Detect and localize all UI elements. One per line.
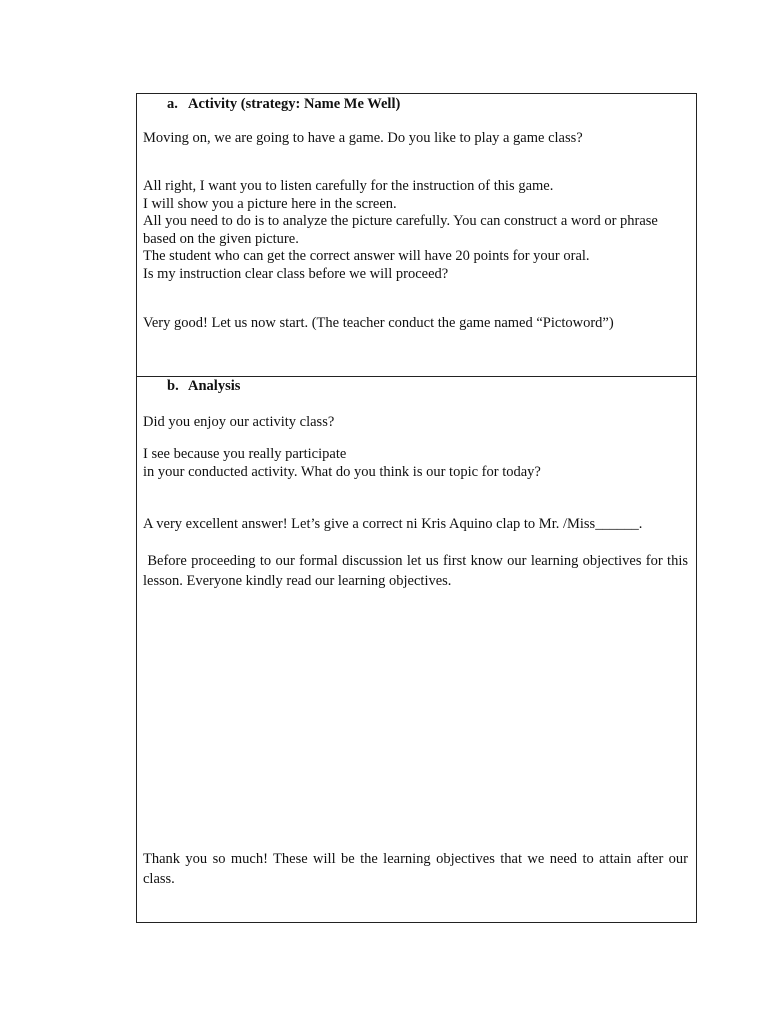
instruction-line: based on the given picture. xyxy=(143,230,299,247)
activity-cell xyxy=(137,94,696,377)
topic-prompt-line: I see because you really participate xyxy=(143,446,347,462)
analysis-heading xyxy=(167,378,240,395)
activity-start-text: Very good! Let us now start. (The teacher conduct the game named “Pictoword”) xyxy=(143,315,614,331)
instruction-line: I will show you a picture here in the screen. xyxy=(143,195,397,212)
activity-question: Moving on, we are going to have a game. Do you like to play a game class? xyxy=(143,130,583,146)
instruction-line: All right, I want you to listen carefully for the instruction of this game. xyxy=(143,178,554,194)
activity-heading-title: Activity (strategy: Name Me Well) xyxy=(188,96,401,112)
activity-heading xyxy=(167,96,400,113)
lesson-plan-table xyxy=(136,93,697,923)
analysis-objectives-intro: Before proceeding to our formal discussion let us first know our learning objectives for this lesson. Everyone kindly read our learning objectives. xyxy=(143,553,692,589)
activity-instructions xyxy=(143,178,688,283)
analysis-heading-letter: b. xyxy=(167,378,179,394)
analysis-heading-title: Analysis xyxy=(188,378,241,394)
instruction-line: All you need to do is to analyze the picture carefully. You can construct a word or phrase xyxy=(143,213,658,229)
instruction-line: The student who can get the correct answer will have 20 points for your oral. xyxy=(143,248,590,264)
analysis-cell xyxy=(137,377,696,922)
instruction-line: Is my instruction clear class before we will proceed? xyxy=(143,265,449,282)
analysis-praise: A very excellent answer! Let’s give a correct ni Kris Aquino clap to Mr. /Miss______. xyxy=(143,516,643,532)
analysis-topic-prompt xyxy=(143,446,688,481)
activity-heading-letter: a. xyxy=(167,96,178,112)
topic-prompt-line: in your conducted activity. What do you think is our topic for today? xyxy=(143,463,541,480)
analysis-question: Did you enjoy our activity class? xyxy=(143,414,335,430)
analysis-closing: Thank you so much! These will be the learning objectives that we need to attain after our class. xyxy=(143,851,688,887)
